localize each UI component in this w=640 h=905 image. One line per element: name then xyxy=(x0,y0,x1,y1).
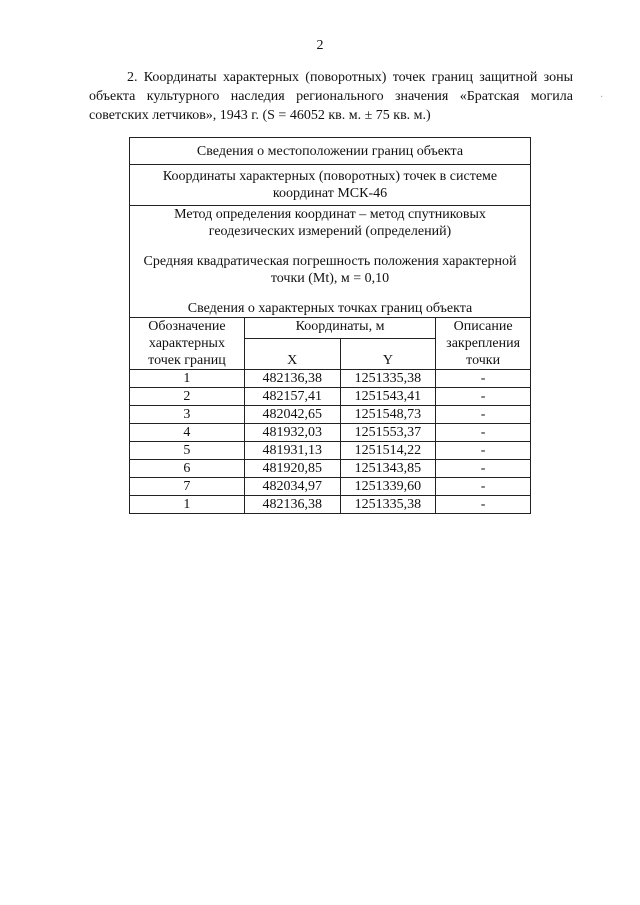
header-coordinates: Координаты, м xyxy=(244,318,435,339)
table-row xyxy=(130,460,531,478)
description-cell: - xyxy=(436,460,531,478)
points-heading: Сведения о характерных точках границ объекта xyxy=(187,301,473,316)
point-number-cell: 7 xyxy=(130,478,245,496)
y-coordinate-cell: 1251343,85 xyxy=(340,460,436,478)
page-number: 2 xyxy=(316,38,324,53)
point-number-cell: 1 xyxy=(130,370,245,388)
table-row xyxy=(130,442,531,460)
x-coordinate-cell: 482136,38 xyxy=(244,370,340,388)
x-coordinate-cell: 481931,13 xyxy=(244,442,340,460)
y-coordinate-cell: 1251548,73 xyxy=(340,406,436,424)
x-coordinate-cell: 482136,38 xyxy=(244,496,340,514)
description-cell: - xyxy=(436,496,531,514)
description-cell: - xyxy=(436,424,531,442)
description-cell: - xyxy=(436,478,531,496)
y-coordinate-cell: 1251339,60 xyxy=(340,478,436,496)
description-cell: - xyxy=(436,388,531,406)
description-cell: - xyxy=(436,442,531,460)
description-cell: - xyxy=(436,370,531,388)
point-number-cell: 5 xyxy=(130,442,245,460)
scan-mark: · xyxy=(600,92,604,103)
table-row xyxy=(130,370,531,388)
coordinate-rows xyxy=(130,370,531,514)
table-title: Сведения о местоположении границ объекта xyxy=(130,138,531,165)
point-number-cell: 6 xyxy=(130,460,245,478)
table-row xyxy=(130,424,531,442)
y-coordinate-cell: 1251553,37 xyxy=(340,424,436,442)
point-number-cell: 3 xyxy=(130,406,245,424)
x-coordinate-cell: 481932,03 xyxy=(244,424,340,442)
x-coordinate-cell: 481920,85 xyxy=(244,460,340,478)
y-coordinate-cell: 1251543,41 xyxy=(340,388,436,406)
x-coordinate-cell: 482034,97 xyxy=(244,478,340,496)
accuracy-text: Средняя квадратическая погрешность положения характерной точки (Mt), м = 0,10 xyxy=(143,254,517,286)
method-text: Метод определения координат – метод спутниковых геодезических измерений (определений) xyxy=(174,207,486,239)
point-number-cell: 4 xyxy=(130,424,245,442)
x-coordinate-cell: 482157,41 xyxy=(244,388,340,406)
section-intro-paragraph: 2. Координаты характерных (поворотных) точек границ защитной зоны объекта культурного наследия регионального значения «Братская могила советских летчиков», 1943 г. (S = 46052 кв. м. ± 75 кв. м.) xyxy=(89,70,573,123)
table-row xyxy=(130,388,531,406)
header-designation: Обозначение характерных точек границ xyxy=(130,318,245,370)
table-row xyxy=(130,406,531,424)
coordinate-system-cell: Координаты характерных (поворотных) точек в системе координат МСК-46 xyxy=(130,165,531,206)
header-y: Y xyxy=(340,339,436,370)
point-number-cell: 2 xyxy=(130,388,245,406)
y-coordinate-cell: 1251335,38 xyxy=(340,496,436,514)
header-description: Описание закрепления точки xyxy=(436,318,531,370)
boundary-coordinates-table xyxy=(129,137,531,514)
point-number-cell: 1 xyxy=(130,496,245,514)
table-row xyxy=(130,496,531,514)
table-row xyxy=(130,478,531,496)
y-coordinate-cell: 1251335,38 xyxy=(340,370,436,388)
x-coordinate-cell: 482042,65 xyxy=(244,406,340,424)
description-cell: - xyxy=(436,406,531,424)
method-info-cell xyxy=(130,206,531,318)
y-coordinate-cell: 1251514,22 xyxy=(340,442,436,460)
header-x: X xyxy=(244,339,340,370)
